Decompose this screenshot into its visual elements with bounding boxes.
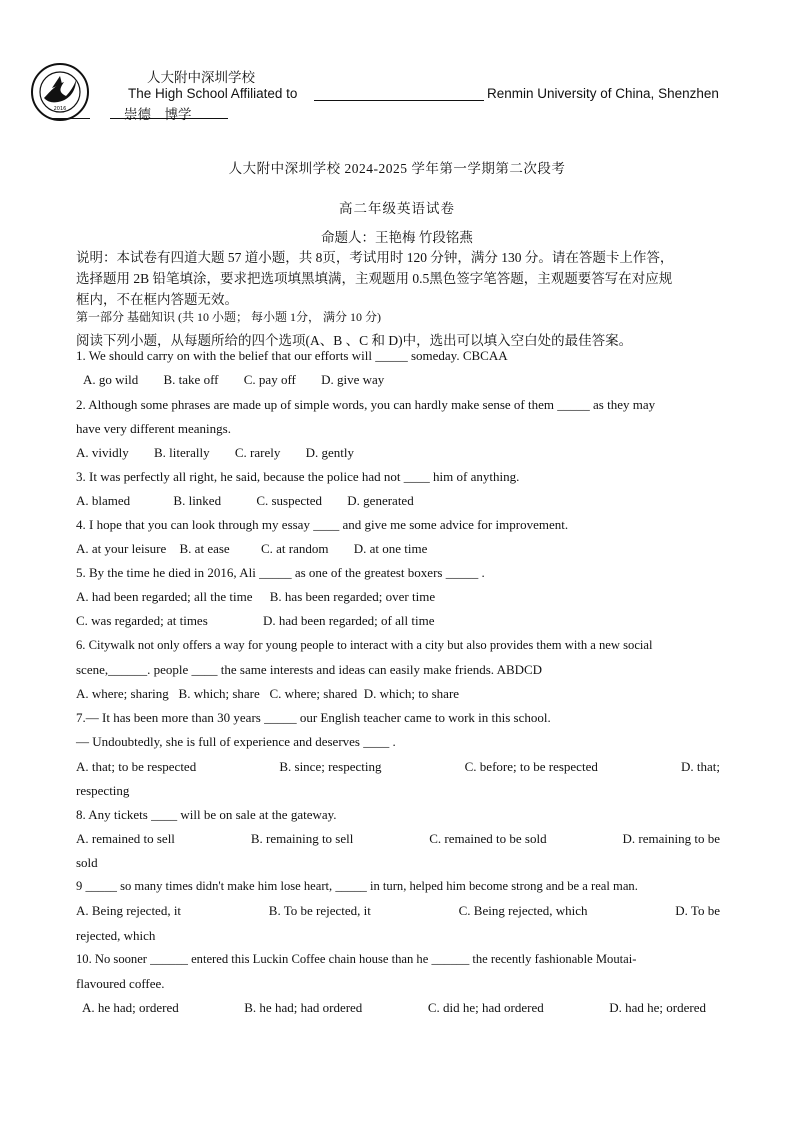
option-b: B. he had; had ordered bbox=[244, 1000, 363, 1015]
school-name-en-right: Renmin University of China, Shenzhen bbox=[487, 86, 719, 101]
option-c: C. rarely bbox=[234, 445, 281, 460]
school-name-cn: 人大附中深圳学校 bbox=[147, 70, 255, 85]
question-7-options bbox=[76, 759, 720, 775]
question-7-cont: — Undoubtedly, she is full of experience and deserves ____ . bbox=[76, 734, 396, 749]
option-c: C. was regarded; at times bbox=[76, 613, 208, 628]
option-c: C. did he; had ordered bbox=[427, 1000, 544, 1015]
option-b: B. has been regarded; over time bbox=[269, 589, 436, 604]
option-d: D. gently bbox=[305, 445, 354, 460]
question-8-options bbox=[76, 831, 720, 847]
instructions-line-1: 说明：本试卷有四道大题 57 道小题，共 8页，考试用时 120 分钟，满分 130 分。请在答题卡上作答， bbox=[76, 250, 674, 265]
question-5-options-row2 bbox=[76, 613, 720, 629]
option-d: D. had he; ordered bbox=[609, 1000, 706, 1015]
question-8-options-cont: sold bbox=[76, 855, 98, 870]
question-9: 9 _____ so many times didn't make him lose heart, _____ in turn, helped him become strong and be a real man. bbox=[76, 879, 638, 893]
school-name-en-left: The High School Affiliated to bbox=[128, 86, 298, 101]
option-d: D. had been regarded; of all time bbox=[263, 613, 435, 628]
question-1: 1. We should carry on with the belief that our efforts will _____ someday. CBCAA bbox=[76, 348, 508, 363]
part1-heading: 第一部分 基础知识 (共 10 小题； 每小题 1分， 满分 10 分) bbox=[76, 310, 381, 324]
question-4: 4. I hope that you can look through my essay ____ and give me some advice for improvement. bbox=[76, 517, 569, 532]
question-4-options bbox=[76, 541, 476, 557]
motto-underline bbox=[110, 118, 228, 119]
option-b: B. literally bbox=[153, 445, 210, 460]
question-5-options-row1 bbox=[76, 589, 720, 605]
exam-subtitle: 高二年级英语试卷 bbox=[339, 201, 455, 216]
instructions-line-3: 框内，不在框内答题无效。 bbox=[76, 292, 238, 307]
option-d: D. generated bbox=[347, 493, 414, 508]
option-c: C. suspected bbox=[256, 493, 323, 508]
option-c: C. pay off bbox=[243, 372, 296, 387]
option-c: C. Being rejected, which bbox=[458, 903, 588, 918]
question-2-options bbox=[76, 445, 396, 461]
question-5: 5. By the time he died in 2016, Ali _____ as one of the greatest boxers _____ . bbox=[76, 565, 485, 580]
option-a: A. go wild bbox=[83, 372, 139, 387]
option-a: A. that; to be respected bbox=[76, 759, 197, 774]
option-a: A. he had; ordered bbox=[82, 1000, 179, 1015]
question-10: 10. No sooner ______ entered this Luckin Coffee chain house than he ______ the recently fashionable Moutai- bbox=[76, 952, 637, 966]
option-d: D. give way bbox=[321, 372, 385, 387]
option-a: A. vividly bbox=[76, 445, 129, 460]
school-name-en bbox=[128, 86, 720, 104]
question-7-options-cont: respecting bbox=[76, 783, 130, 798]
question-9-options-cont: rejected, which bbox=[76, 928, 156, 943]
directions: 阅读下列小题，从每题所给的四个选项(A、B 、C 和 D)中，选出可以填入空白处的最佳答案。 bbox=[76, 333, 633, 348]
option-d: D. remaining to be bbox=[622, 831, 720, 846]
question-7: 7.— It has been more than 30 years _____ our English teacher came to work in this school. bbox=[76, 710, 551, 725]
option-b: B. To be rejected, it bbox=[268, 903, 371, 918]
instructions-line-2: 选择题用 2B 铅笔填涂，要求把选项填黑填满，主观题用 0.5黑色签字笔答题，主观题要答写在对应规 bbox=[76, 271, 673, 286]
question-9-options bbox=[76, 903, 720, 919]
question-6-cont: scene,______. people ____ the same interests and ideas can easily make friends. ABDCD bbox=[76, 662, 543, 677]
option-d: D. that; bbox=[680, 759, 720, 774]
option-d: D. To be bbox=[675, 903, 720, 918]
school-logo bbox=[30, 62, 90, 122]
motto-underline-left bbox=[50, 118, 90, 119]
exam-authors: 命题人：王艳梅 竹段铭燕 bbox=[321, 230, 473, 245]
option-b: B. linked bbox=[173, 493, 222, 508]
option-c: C. before; to be respected bbox=[464, 759, 598, 774]
question-6: 6. Citywalk not only offers a way for young people to interact with a city but also provides them with a new social bbox=[76, 638, 653, 652]
option-c: C. at random bbox=[260, 541, 329, 556]
question-2-cont: have very different meanings. bbox=[76, 421, 231, 436]
question-10-cont: flavoured coffee. bbox=[76, 976, 165, 991]
option-a: A. Being rejected, it bbox=[76, 903, 182, 918]
question-2: 2. Although some phrases are made up of simple words, you can hardly make sense of them _____ as they may bbox=[76, 397, 656, 412]
option-b: B. at ease bbox=[179, 541, 230, 556]
svg-text:2016: 2016 bbox=[53, 106, 67, 112]
option-c: C. remained to be sold bbox=[429, 831, 547, 846]
underline-rule bbox=[314, 100, 484, 101]
question-3: 3. It was perfectly all right, he said, because the police had not ____ him of anything. bbox=[76, 469, 520, 484]
question-3-options bbox=[76, 493, 436, 509]
question-10-options bbox=[82, 1000, 706, 1016]
school-motto: 崇德 博学 bbox=[124, 107, 192, 122]
option-a: A. blamed bbox=[76, 493, 131, 508]
question-1-options bbox=[83, 372, 443, 388]
option-d: D. at one time bbox=[353, 541, 428, 556]
option-b: B. remaining to sell bbox=[250, 831, 354, 846]
option-b: B. take off bbox=[163, 372, 219, 387]
option-a: A. at your leisure bbox=[76, 541, 167, 556]
option-a: A. had been regarded; all the time bbox=[76, 589, 253, 604]
option-b: B. since; respecting bbox=[279, 759, 382, 774]
option-a: A. remained to sell bbox=[76, 831, 175, 846]
question-8: 8. Any tickets ____ will be on sale at the gateway. bbox=[76, 807, 337, 822]
exam-title: 人大附中深圳学校 2024-2025 学年第一学期第二次段考 bbox=[228, 161, 566, 176]
question-6-options: A. where; sharing B. which; share C. where; shared D. which; to share bbox=[76, 686, 460, 701]
